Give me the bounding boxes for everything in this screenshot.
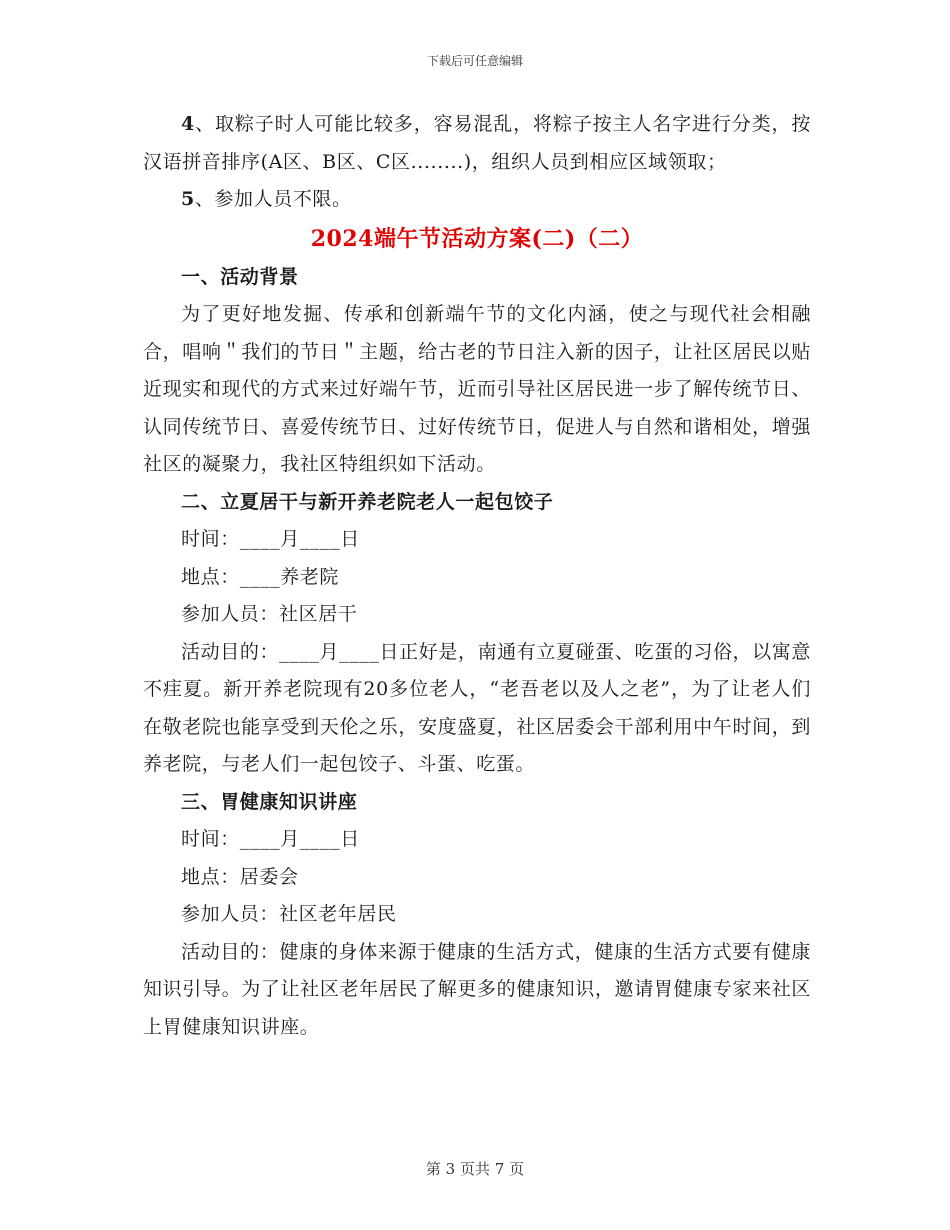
heading-background: 一、活动背景 [181, 265, 299, 288]
dumplings-purpose: 活动目的：____月____日正好是，南通有立夏碰蛋、吃蛋的习俗，以寓意不疰夏。新开养老院现有20多位老人，“老吾老以及人之老”，为了让老人们在敬老院也能享受到天伦之乐，安度盛夏，社区居委会干部利用中午时间，到养老院，与老人们一起包饺子、斗蛋、吃蛋。 [143, 640, 811, 775]
heading-lecture: 三、胃健康知识讲座 [181, 790, 358, 813]
dumplings-place: 地点：____养老院 [181, 565, 340, 588]
page-footer: 第 3 页共 7 页 [425, 1160, 525, 1178]
lecture-place: 地点：居委会 [181, 865, 299, 888]
lecture-participants: 参加人员：社区老年居民 [181, 903, 397, 925]
section-title: 2024端午节活动方案(二)（二） [310, 225, 644, 252]
lecture-purpose: 活动目的：健康的身体来源于健康的生活方式，健康的生活方式要有健康知识引导。为了让社区老年居民了解更多的健康知识，邀请胃健康专家来社区上胃健康知识讲座。 [143, 940, 811, 1038]
item-text: 、取粽子时人可能比较多，容易混乱，将粽子按主人名字进行分类，按汉语拼音排序(A区、B区、C区........)，组织人员到相应区域领取； [143, 113, 811, 173]
document-body [143, 106, 811, 1046]
dumplings-time: 时间：____月____日 [181, 528, 360, 550]
lecture-time: 时间：____月____日 [181, 828, 360, 850]
item-number: 4 [181, 113, 195, 135]
page-header: 下载后可任意编辑 [426, 54, 523, 68]
paragraph-background: 为了更好地发掘、传承和创新端午节的文化内涵，使之与现代社会相融合，唱响＂我们的节日＂主题，给古老的节日注入新的因子，让社区居民以贴近现实和现代的方式来过好端午节，近而引导社区居民进一步了解传统节日、认同传统节日、喜爱传统节日、过好传统节日，促进人与自然和谐相处，增强社区的凝聚力，我社区特组织如下活动。 [143, 303, 811, 475]
dumplings-participants: 参加人员：社区居干 [181, 603, 358, 625]
paragraph-item-5 [143, 181, 811, 219]
heading-dumplings: 二、立夏居干与新开养老院老人一起包饺子 [181, 490, 554, 513]
item-text: 、参加人员不限。 [194, 188, 352, 210]
item-number: 5 [181, 188, 195, 210]
paragraph-item-4 [143, 106, 811, 181]
